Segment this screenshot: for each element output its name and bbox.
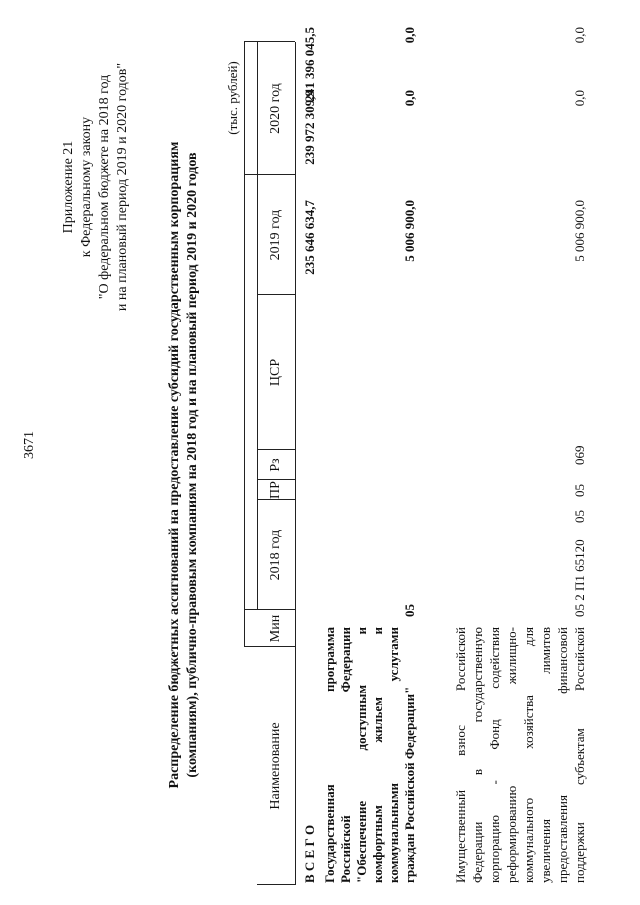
appendix-header: [60, 22, 132, 352]
header-name: Наименование: [268, 722, 283, 810]
header-min: Мин: [268, 614, 283, 643]
row-value-2020: 241 396 045,5: [302, 27, 317, 102]
table-header-bottom-border: [295, 42, 296, 885]
page-number: 3671: [22, 431, 37, 459]
header-rz: Рз: [268, 458, 283, 472]
row-name: Государственная программа Российской Федерации "Обеспечение доступным и комфортным жильем и коммунальными услугами граждан Российской Федерации": [322, 627, 417, 883]
row-value-2019: 239 972 309,9: [302, 90, 317, 165]
header-2018: 2018 год: [268, 529, 283, 581]
row-name: В С Е Г О: [302, 824, 317, 883]
row-value-2018: 5 006 900,0: [402, 200, 417, 262]
row-value-2020: 0,0: [572, 27, 587, 44]
table-top-border: [244, 42, 245, 647]
row-pr: 05: [572, 484, 587, 497]
title-line-1: Распределение бюджетных ассигнований на предоставление субсидий государственным корпорациям: [167, 141, 182, 789]
table-top-border-inner: [257, 42, 258, 610]
row-name: Имущественный взнос Российской Федерации в государственную корпорацию - Фонд содействия реформированию жилищно- коммунального хозяйства для увеличения лимитов предоставления финансовой поддержки субъектам Российской: [453, 627, 587, 883]
header-csr: ЦСР: [268, 358, 283, 387]
row-rz: 05: [572, 510, 587, 523]
appendix-line-4: и на плановый период 2019 и 2020 годов": [115, 62, 130, 312]
document-title: [166, 25, 202, 905]
appendix-line-3: "О федеральном бюджете на 2018 год: [97, 74, 112, 300]
row-csr: 05: [402, 604, 417, 617]
header-2020: 2020 год: [268, 83, 283, 134]
row-value-2020: 0,0: [402, 27, 417, 44]
row-csr: 05 2 П1 65120: [572, 539, 587, 617]
header-pr: ПР: [268, 481, 283, 499]
appendix-line-1: Приложение 21: [61, 140, 76, 234]
header-2019: 2019 год: [268, 209, 283, 261]
row-value-2018: 5 006 900,0: [572, 200, 587, 262]
units-label: (тыс. рублей): [225, 61, 240, 135]
row-min: 069: [572, 445, 587, 465]
title-line-2: (компаниям), публично-правовым компаниям на 2018 год и на плановый период 2019 и 2020 годов: [185, 152, 200, 778]
row-value-2019: 0,0: [402, 90, 417, 107]
row-value-2018: 235 646 634,7: [302, 200, 317, 275]
row-value-2019: 0,0: [572, 90, 587, 107]
appendix-line-2: к Федеральному закону: [79, 116, 94, 258]
